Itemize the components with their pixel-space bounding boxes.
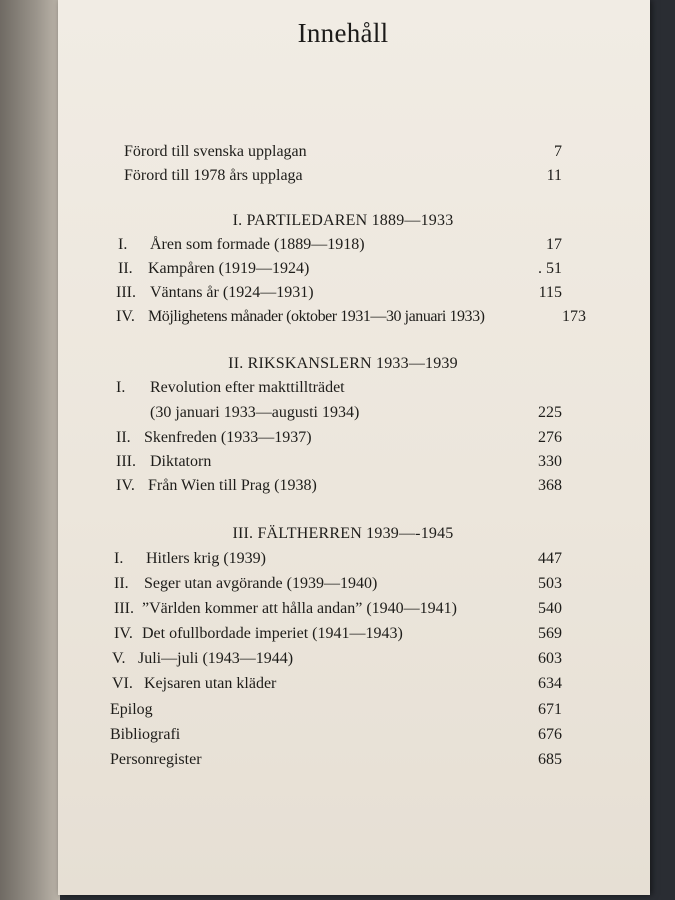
toc-entry bbox=[58, 575, 650, 599]
toc-entry-label: Från Wien till Prag (1938) bbox=[148, 477, 317, 494]
chapter-number: IV. bbox=[116, 477, 135, 494]
toc-entry-page: 540 bbox=[538, 600, 562, 617]
toc-entry bbox=[58, 477, 650, 501]
toc-entry-page: . 51 bbox=[538, 260, 562, 277]
toc-entry-label: Förord till 1978 års upplaga bbox=[124, 167, 303, 184]
toc-entry-label: Möjlighetens månader (oktober 1931—30 januari 1933) bbox=[148, 308, 485, 325]
toc-entry-page: 447 bbox=[538, 550, 562, 567]
part-heading: I. PARTILEDAREN 1889—1933 bbox=[232, 212, 454, 229]
toc-entry-page: 368 bbox=[538, 477, 562, 494]
toc-entry bbox=[58, 751, 650, 775]
toc-entry bbox=[58, 600, 650, 624]
toc-entry bbox=[58, 701, 650, 725]
toc-entry bbox=[58, 379, 650, 403]
toc-entry-label: Väntans år (1924—1931) bbox=[150, 284, 314, 301]
chapter-number: I. bbox=[116, 379, 126, 396]
toc-entry-label: Epilog bbox=[110, 701, 153, 718]
chapter-number: V. bbox=[112, 650, 126, 667]
toc-entry-page: 671 bbox=[538, 701, 562, 718]
book-gutter-shadow bbox=[0, 0, 60, 900]
toc-entry-page: 330 bbox=[538, 453, 562, 470]
toc-entry bbox=[58, 726, 650, 750]
chapter-number: IV. bbox=[116, 308, 135, 325]
toc-entry-label: Skenfreden (1933—1937) bbox=[144, 429, 312, 446]
toc-entry-page: 569 bbox=[538, 625, 562, 642]
chapter-number: IV. bbox=[114, 625, 133, 642]
toc-entry-page: 7 bbox=[554, 143, 562, 160]
chapter-number: III. bbox=[116, 284, 136, 301]
toc-entry bbox=[58, 167, 650, 191]
toc-entry-label: ”Världen kommer att hålla andan” (1940—1941) bbox=[142, 600, 457, 617]
toc-entry bbox=[58, 429, 650, 453]
chapter-number: VI. bbox=[112, 675, 133, 692]
toc-entry-label: Diktatorn bbox=[150, 453, 212, 470]
chapter-number: II. bbox=[116, 429, 131, 446]
toc-entry bbox=[58, 650, 650, 674]
toc-entry-label: Kampåren (1919—1924) bbox=[148, 260, 310, 277]
toc-entry bbox=[58, 236, 650, 260]
part-heading: III. FÄLTHERREN 1939—-1945 bbox=[232, 525, 454, 542]
toc-entry-label: Åren som formade (1889—1918) bbox=[150, 236, 365, 253]
chapter-number: III. bbox=[114, 600, 134, 617]
chapter-number: I. bbox=[118, 236, 128, 253]
toc-entry bbox=[58, 550, 650, 574]
toc-entry bbox=[58, 675, 650, 699]
toc-entry-label: Juli—juli (1943—1944) bbox=[138, 650, 294, 667]
toc-entry-label: Kejsaren utan kläder bbox=[144, 675, 277, 692]
toc-entry-label: Bibliografi bbox=[110, 726, 181, 743]
chapter-number: II. bbox=[118, 260, 133, 277]
toc-entry-page: 115 bbox=[538, 284, 562, 301]
chapter-number: I. bbox=[114, 550, 124, 567]
toc-entry bbox=[58, 284, 650, 308]
toc-entry-page: 676 bbox=[538, 726, 562, 743]
toc-entry bbox=[58, 308, 650, 332]
toc-entry-page: 503 bbox=[538, 575, 562, 592]
toc-entry-page: 603 bbox=[538, 650, 562, 667]
toc-entry bbox=[58, 260, 650, 284]
chapter-number: III. bbox=[116, 453, 136, 470]
toc-entry-label-line2: (30 januari 1933—augusti 1934) bbox=[150, 404, 360, 421]
toc-entry-label: Hitlers krig (1939) bbox=[146, 550, 266, 567]
toc-entry-label: Förord till svenska upplagan bbox=[124, 143, 307, 160]
toc-entry bbox=[58, 625, 650, 649]
toc-entry-label: Det ofullbordade imperiet (1941—1943) bbox=[142, 625, 403, 642]
toc-entry-page: 173 bbox=[562, 308, 586, 325]
toc-entry-page: 11 bbox=[546, 167, 562, 184]
toc-entry bbox=[58, 453, 650, 477]
page-title: Innehåll bbox=[297, 18, 389, 48]
toc-entry-label: Seger utan avgörande (1939—1940) bbox=[144, 575, 378, 592]
toc-entry-page: 225 bbox=[538, 404, 562, 421]
toc-entry-page: 17 bbox=[546, 236, 562, 253]
toc-entry-continuation bbox=[58, 404, 650, 428]
book-page bbox=[58, 0, 650, 895]
toc-entry-page: 276 bbox=[538, 429, 562, 446]
toc-entry-page: 685 bbox=[538, 751, 562, 768]
toc-entry-label: Personregister bbox=[110, 751, 202, 768]
toc-entry-page: 634 bbox=[538, 675, 562, 692]
part-heading: II. RIKSKANSLERN 1933—1939 bbox=[228, 355, 458, 372]
toc-entry-label: Revolution efter makttillträdet bbox=[150, 379, 345, 396]
toc-entry bbox=[58, 143, 650, 167]
chapter-number: II. bbox=[114, 575, 129, 592]
